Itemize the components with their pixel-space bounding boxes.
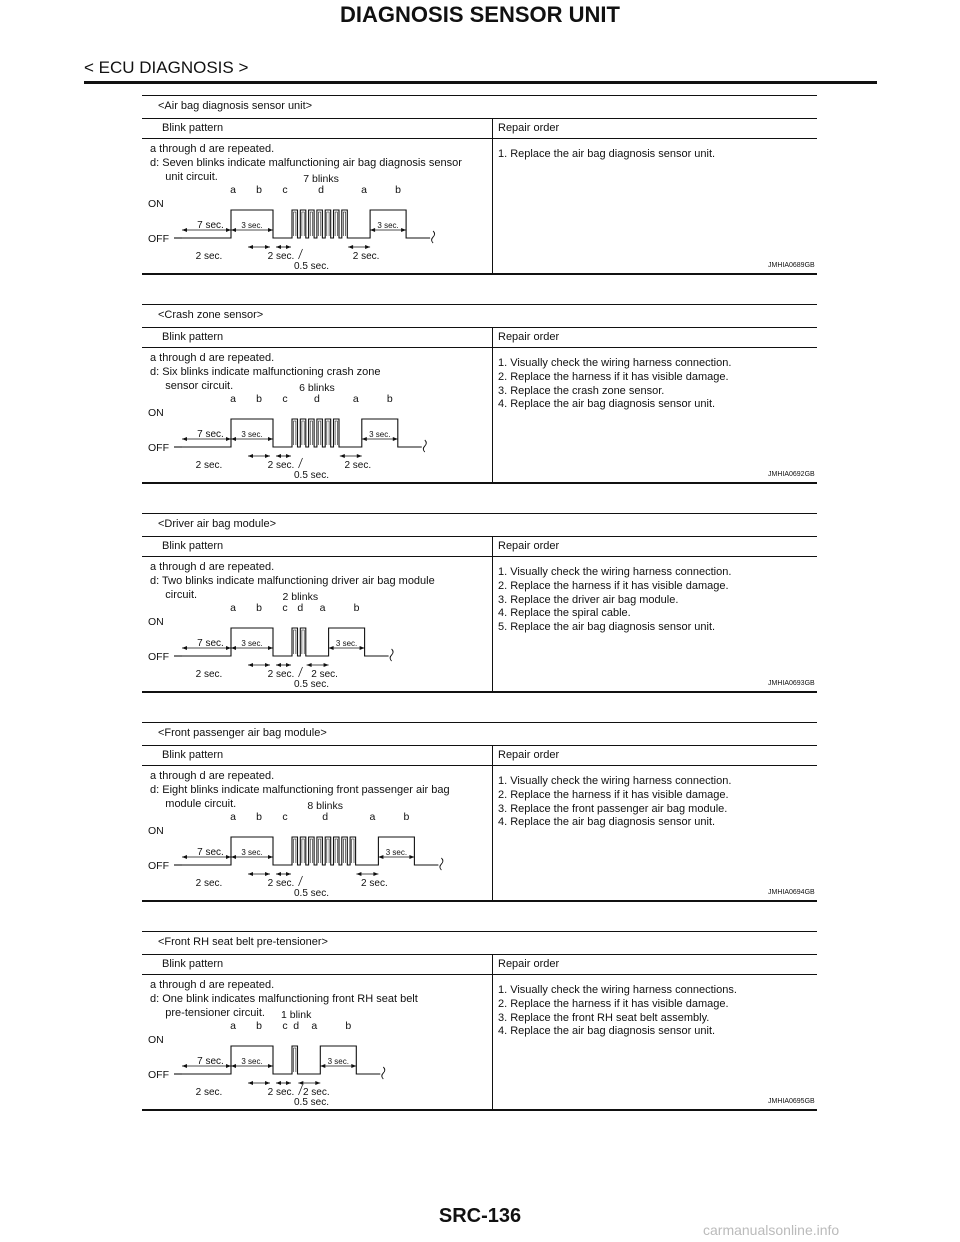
blink-pulse xyxy=(302,839,304,863)
repair-order-header: Repair order xyxy=(498,540,560,552)
on-label: ON xyxy=(148,198,164,210)
blink-pulse xyxy=(327,421,329,445)
t2-label: 2 sec. xyxy=(267,1087,295,1098)
section-breadcrumb: < ECU DIAGNOSIS > xyxy=(84,58,249,77)
image-code: JMHIA0693GB xyxy=(768,680,815,687)
repair-step: 3. Replace the driver air bag module. xyxy=(498,593,679,606)
dim-2sec-b xyxy=(276,663,291,667)
blink-table xyxy=(142,722,817,902)
dim-2sec-a xyxy=(248,454,270,458)
t2-label: 2 sec. xyxy=(195,460,223,471)
segment-letter: b xyxy=(256,184,262,196)
segment-letter: b xyxy=(395,184,402,196)
on-label: ON xyxy=(148,616,164,628)
repair-steps xyxy=(498,357,731,412)
segment-letter: a xyxy=(352,393,359,405)
blink-pattern-header: Blink pattern xyxy=(162,122,224,134)
segment-letter: b xyxy=(256,811,262,823)
blink-description: a through d are repeated. d: One blink indicates malfunctioning front RH seat belt pre-tensioner circuit. xyxy=(150,979,418,1019)
break-symbol xyxy=(382,1067,385,1079)
image-code: JMHIA0692GB xyxy=(768,471,815,478)
break-symbol xyxy=(423,440,426,452)
segment-letter: a xyxy=(319,602,326,614)
t2-label: 2 sec. xyxy=(195,669,223,680)
blink-description: a through d are repeated. d: Six blinks indicate malfunctioning crash zone sensor circuit. xyxy=(150,352,381,392)
t7-label: 7 sec. xyxy=(197,220,224,231)
blink-pattern-header: Blink pattern xyxy=(162,749,224,761)
t3-label: 3 sec. xyxy=(377,221,399,230)
repair-order-header: Repair order xyxy=(498,958,560,970)
blink-pulse xyxy=(319,421,321,445)
blink-table xyxy=(142,95,817,275)
repair-steps xyxy=(498,984,737,1039)
blink-pulse xyxy=(302,212,304,236)
segment-letter: a xyxy=(311,1020,318,1032)
repair-step: 3. Replace the front RH seat belt assembly. xyxy=(498,1011,710,1024)
blink-waveform xyxy=(142,931,492,1111)
blink-waveform xyxy=(142,513,492,693)
segment-letter: b xyxy=(386,393,393,405)
table-caption: <Driver air bag module> xyxy=(158,518,277,530)
blink-pattern-header: Blink pattern xyxy=(162,540,224,552)
t2-label: 2 sec. xyxy=(267,669,295,680)
blink-pulse xyxy=(327,839,329,863)
blinks-count-label: 1 blink xyxy=(280,1009,312,1021)
dim-2sec-c xyxy=(307,663,329,667)
on-label: ON xyxy=(148,1034,164,1046)
repair-steps xyxy=(498,148,715,162)
repair-step: 1. Visually check the wiring harness connection. xyxy=(498,775,732,787)
t7-label: 7 sec. xyxy=(197,638,224,649)
image-code: JMHIA0689GB xyxy=(768,262,815,269)
watermark: carmanualsonline.info xyxy=(703,1222,840,1238)
repair-step: 3. Replace the crash zone sensor. xyxy=(498,384,665,397)
repair-step: 2. Replace the harness if it has visible damage. xyxy=(498,370,729,383)
off-label: OFF xyxy=(148,233,169,245)
t05-label: 0.5 sec. xyxy=(293,1097,330,1108)
off-label: OFF xyxy=(148,442,169,454)
t05-label: 0.5 sec. xyxy=(293,888,330,899)
dim-2sec-b xyxy=(276,454,291,458)
table-caption: <Air bag diagnosis sensor unit> xyxy=(158,100,313,112)
blink-pattern-header: Blink pattern xyxy=(162,958,224,970)
column-divider xyxy=(492,327,493,482)
segment-letter: b xyxy=(256,1020,262,1032)
blinks-count-label: 8 blinks xyxy=(307,800,344,812)
table-caption: <Front RH seat belt pre-tensioner> xyxy=(158,936,328,948)
segment-letter: a xyxy=(361,184,368,196)
segment-letter: d xyxy=(322,811,329,823)
blink-pulse xyxy=(343,839,345,863)
off-label: OFF xyxy=(148,651,169,663)
column-divider xyxy=(492,745,493,900)
on-label: ON xyxy=(148,407,164,419)
break-symbol xyxy=(440,858,443,870)
blink-description: a through d are repeated. d: Two blinks indicate malfunctioning driver air bag module circuit. xyxy=(150,561,435,601)
blink-description: a through d are repeated. d: Eight blinks indicate malfunctioning front passenger air bag module circuit. xyxy=(150,770,450,810)
blinks-count-label: 6 blinks xyxy=(299,382,335,394)
repair-order-header: Repair order xyxy=(498,749,560,761)
table-caption: <Crash zone sensor> xyxy=(158,309,264,321)
blinks-count-label: 2 blinks xyxy=(282,591,319,603)
blink-pulse xyxy=(352,839,354,863)
table-caption: <Front passenger air bag module> xyxy=(158,727,327,739)
t2-label: 2 sec. xyxy=(267,878,295,889)
blink-pattern-header: Blink pattern xyxy=(162,331,224,343)
blinks-count-label: 7 blinks xyxy=(303,173,339,185)
blink-waveform xyxy=(142,95,492,275)
segment-letter: a xyxy=(230,602,236,614)
segment-letter: b xyxy=(256,602,262,614)
blink-pulse xyxy=(294,212,296,236)
t3-label: 3 sec. xyxy=(385,848,408,857)
segment-letter: c xyxy=(282,602,288,614)
dim-2sec-a xyxy=(248,245,270,249)
image-code: JMHIA0694GB xyxy=(768,889,815,896)
segment-letter: d xyxy=(297,602,304,614)
repair-step: 4. Replace the air bag diagnosis sensor unit. xyxy=(498,1025,716,1038)
repair-step: 5. Replace the air bag diagnosis sensor unit. xyxy=(498,621,716,634)
repair-order-header: Repair order xyxy=(498,331,560,343)
page-number: SRC-136 xyxy=(438,1205,522,1227)
repair-step: 2. Replace the harness if it has visible damage. xyxy=(498,788,729,801)
dim-2sec-c xyxy=(298,1081,320,1085)
image-code: JMHIA0695GB xyxy=(768,1098,815,1105)
repair-step: 1. Visually check the wiring harness connection. xyxy=(498,357,732,369)
dim-2sec-b xyxy=(276,1081,291,1085)
repair-step: 3. Replace the front passenger air bag module. xyxy=(498,802,728,815)
repair-step: 4. Replace the air bag diagnosis sensor unit. xyxy=(498,398,716,411)
segment-letter: a xyxy=(369,811,376,823)
blink-table xyxy=(142,931,817,1111)
t05-label: 0.5 sec. xyxy=(293,679,330,690)
dim-2sec-c xyxy=(356,872,378,876)
dim-2sec-b xyxy=(276,245,291,249)
blink-pulse xyxy=(294,421,296,445)
dim-2sec-a xyxy=(248,663,270,667)
page-title: DIAGNOSIS SENSOR UNIT xyxy=(340,2,620,27)
t2-label: 2 sec. xyxy=(302,1087,330,1098)
dim-2sec-c xyxy=(340,454,362,458)
t3-label: 3 sec. xyxy=(241,848,263,857)
t2-label: 2 sec. xyxy=(311,669,338,680)
repair-step: 1. Replace the air bag diagnosis sensor unit. xyxy=(498,148,716,160)
repair-step: 1. Visually check the wiring harness connections. xyxy=(498,984,737,996)
repair-step: 2. Replace the harness if it has visible damage. xyxy=(498,579,729,592)
t2-label: 2 sec. xyxy=(267,460,295,471)
repair-steps xyxy=(498,566,731,635)
t3-label: 3 sec. xyxy=(241,1057,263,1066)
segment-letter: b xyxy=(256,393,262,405)
blink-table xyxy=(142,513,817,693)
blink-pulse xyxy=(343,212,345,236)
segment-letter: c xyxy=(282,811,288,823)
blink-pulse xyxy=(302,630,304,654)
off-label: OFF xyxy=(148,860,169,872)
t05-label: 0.5 sec. xyxy=(293,261,330,272)
segment-letter: c xyxy=(282,184,288,196)
blink-table xyxy=(142,304,817,484)
segment-letter: d xyxy=(293,1020,300,1032)
dim-2sec-a xyxy=(248,872,270,876)
t3-label: 3 sec. xyxy=(241,221,263,230)
header-divider xyxy=(84,81,877,84)
blink-pulse xyxy=(319,212,321,236)
segment-letter: b xyxy=(345,1020,352,1032)
t05-label: 0.5 sec. xyxy=(293,470,330,481)
blink-pulse xyxy=(319,839,321,863)
t2-label: 2 sec. xyxy=(195,251,223,262)
segment-letter: a xyxy=(230,393,236,405)
blink-pulse xyxy=(335,839,337,863)
t2-label: 2 sec. xyxy=(361,878,388,889)
dim-2sec-c xyxy=(348,245,370,249)
repair-steps xyxy=(498,775,731,830)
blink-pulse xyxy=(335,212,337,236)
segment-letter: a xyxy=(230,184,236,196)
blink-pulse xyxy=(294,839,296,863)
t3-label: 3 sec. xyxy=(241,430,263,439)
blink-pulse xyxy=(310,421,312,445)
repair-step: 4. Replace the air bag diagnosis sensor unit. xyxy=(498,816,716,829)
blink-pulse xyxy=(335,421,337,445)
segment-letter: d xyxy=(318,184,324,196)
off-label: OFF xyxy=(148,1069,169,1081)
t7-label: 7 sec. xyxy=(197,847,224,858)
break-symbol xyxy=(432,231,435,243)
t7-label: 7 sec. xyxy=(197,1056,224,1067)
t2-label: 2 sec. xyxy=(195,1087,223,1098)
segment-letter: b xyxy=(403,811,410,823)
segment-letter: a xyxy=(230,811,236,823)
blink-pulse xyxy=(302,421,304,445)
t7-label: 7 sec. xyxy=(197,429,224,440)
t3-label: 3 sec. xyxy=(369,430,391,439)
blink-description: a through d are repeated. d: Seven blinks indicate malfunctioning air bag diagnosis sensor unit circuit. xyxy=(150,143,462,183)
column-divider xyxy=(492,954,493,1109)
blink-pulse xyxy=(294,1048,296,1072)
t2-label: 2 sec. xyxy=(344,460,372,471)
column-divider xyxy=(492,536,493,691)
column-divider xyxy=(492,118,493,273)
repair-step: 4. Replace the spiral cable. xyxy=(498,607,631,620)
blink-waveform xyxy=(142,304,492,484)
segment-letter: d xyxy=(313,393,320,405)
repair-order-header: Repair order xyxy=(498,122,560,134)
segment-letter: b xyxy=(353,602,360,614)
segment-letter: c xyxy=(282,393,288,405)
break-symbol xyxy=(390,649,393,661)
segment-letter: a xyxy=(230,1020,236,1032)
repair-step: 1. Visually check the wiring harness connection. xyxy=(498,566,732,578)
t2-label: 2 sec. xyxy=(195,878,223,889)
t2-label: 2 sec. xyxy=(267,251,295,262)
on-label: ON xyxy=(148,825,164,837)
t2-label: 2 sec. xyxy=(352,251,380,262)
blink-pulse xyxy=(310,212,312,236)
repair-step: 2. Replace the harness if it has visible damage. xyxy=(498,997,729,1010)
blink-pulse xyxy=(310,839,312,863)
t3-label: 3 sec. xyxy=(241,639,263,648)
t3-label: 3 sec. xyxy=(327,1057,349,1066)
blink-pulse xyxy=(294,630,296,654)
dim-2sec-a xyxy=(248,1081,270,1085)
t3-label: 3 sec. xyxy=(335,639,358,648)
segment-letter: c xyxy=(282,1020,288,1032)
blink-pulse xyxy=(327,212,329,236)
blink-waveform xyxy=(142,722,492,902)
dim-2sec-b xyxy=(276,872,291,876)
